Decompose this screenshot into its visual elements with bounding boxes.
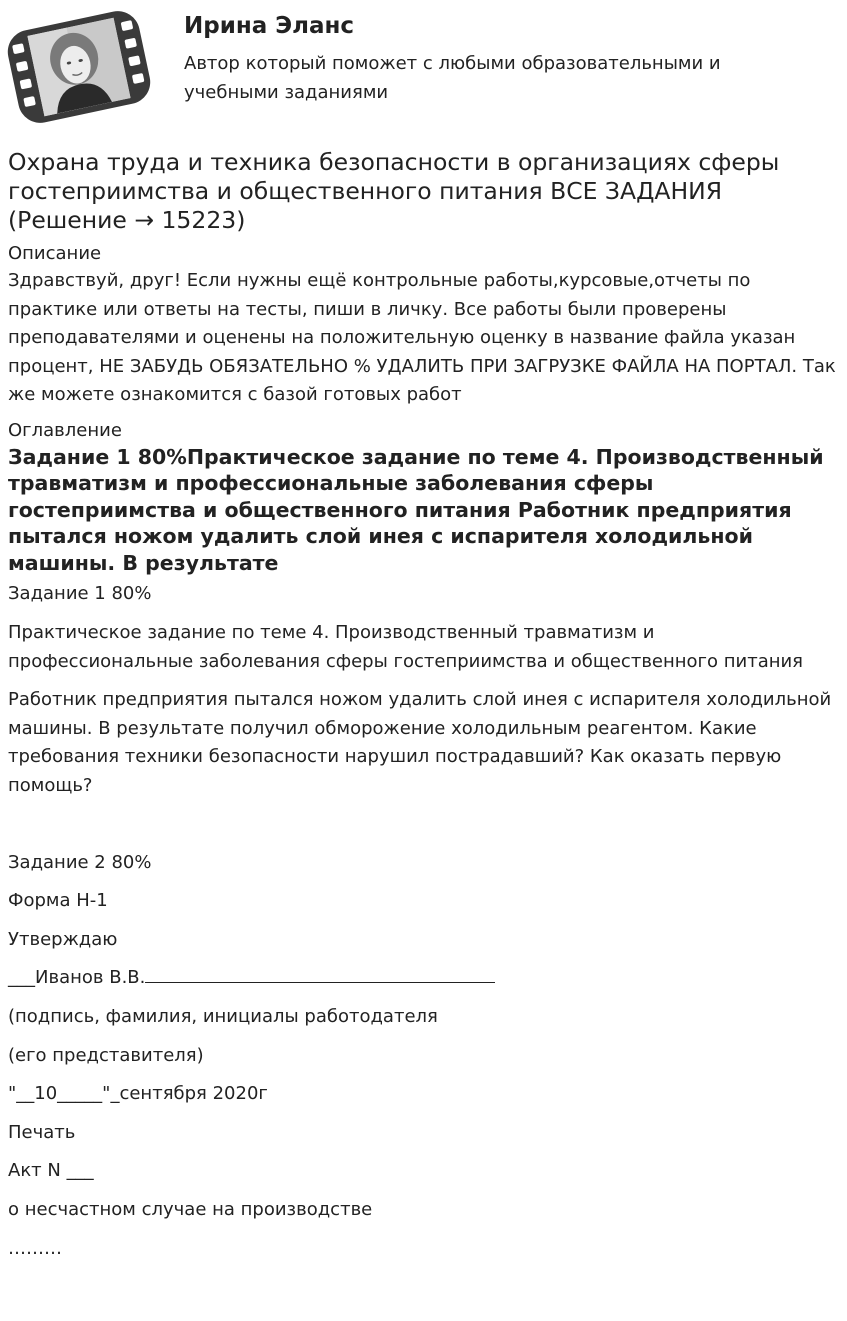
author-description: Автор который поможет с любыми образовательными и учебными заданиями bbox=[184, 53, 721, 103]
task1-topic: Практическое задание по теме 4. Производственный травматизм и профессиональные заболевания сферы гостеприимства и общественного питания bbox=[8, 622, 804, 672]
task1-body: Работник предприятия пытался ножом удалить слой инея с испарителя холодильной машины. В результате получил обморожение холодильным реагентом. Какие требования техники безопасности нарушил пострадавший? Как оказать первую помощь? bbox=[8, 689, 832, 797]
author-header bbox=[0, 0, 847, 140]
date-line: "__10_____"_сентября 2020г bbox=[8, 1083, 268, 1105]
signer-caption: (подпись, фамилия, инициалы работодателя bbox=[8, 1006, 438, 1027]
description-text: Здравствуй, друг! Если нужны ещё контрольные работы,курсовые,отчеты по практике или ответы на тесты, пиши в личку. Все работы были проверены преподавателями и оценены на положительную оценку в название файла указан процент, НЕ ЗАБУДЬ ОБЯЗАТЕЛЬНО % УДАЛИТЬ ПРИ ЗАГРУЗКЕ ФАЙЛА НА ПОРТАЛ. Так же можете ознакомится с базой готовых работ bbox=[8, 270, 836, 406]
toc-heading: Задание 1 80%Практическое задание по теме 4. Производственный травматизм и профессиональные заболевания сферы гостеприимства и общественного питания Работник предприятия пытался ножом удалить слой инея с испарителя холодильной машины. В результате bbox=[8, 444, 824, 575]
description-label: Описание bbox=[8, 243, 102, 264]
ellipsis: ……… bbox=[8, 1237, 62, 1259]
signature-line bbox=[145, 981, 495, 983]
stamp-label: Печать bbox=[8, 1121, 76, 1143]
page-title: Охрана труда и техника безопасности в организациях сферы гостеприимства и общественного питания ВСЕ ЗАДАНИЯ (Решение → 15223) bbox=[8, 148, 780, 234]
approve-label: Утверждаю bbox=[8, 928, 118, 950]
main-content bbox=[8, 148, 842, 1273]
film-strip-portrait-avatar-icon bbox=[6, 6, 152, 128]
act-subject: о несчастном случае на производстве bbox=[8, 1198, 373, 1220]
signer-name: ___Иванов В.В. bbox=[8, 967, 146, 989]
signer-line bbox=[8, 964, 842, 993]
author-avatar[interactable] bbox=[6, 6, 152, 128]
spacer bbox=[8, 811, 842, 849]
representative-caption: (его представителя) bbox=[8, 1044, 204, 1066]
task2-label: Задание 2 80% bbox=[8, 851, 152, 873]
act-number: Акт N ___ bbox=[8, 1160, 94, 1182]
form-label: Форма Н-1 bbox=[8, 890, 108, 912]
toc-label: Оглавление bbox=[8, 419, 122, 441]
task1-label: Задание 1 80% bbox=[8, 583, 152, 605]
author-name[interactable]: Ирина Эланс bbox=[184, 13, 355, 39]
